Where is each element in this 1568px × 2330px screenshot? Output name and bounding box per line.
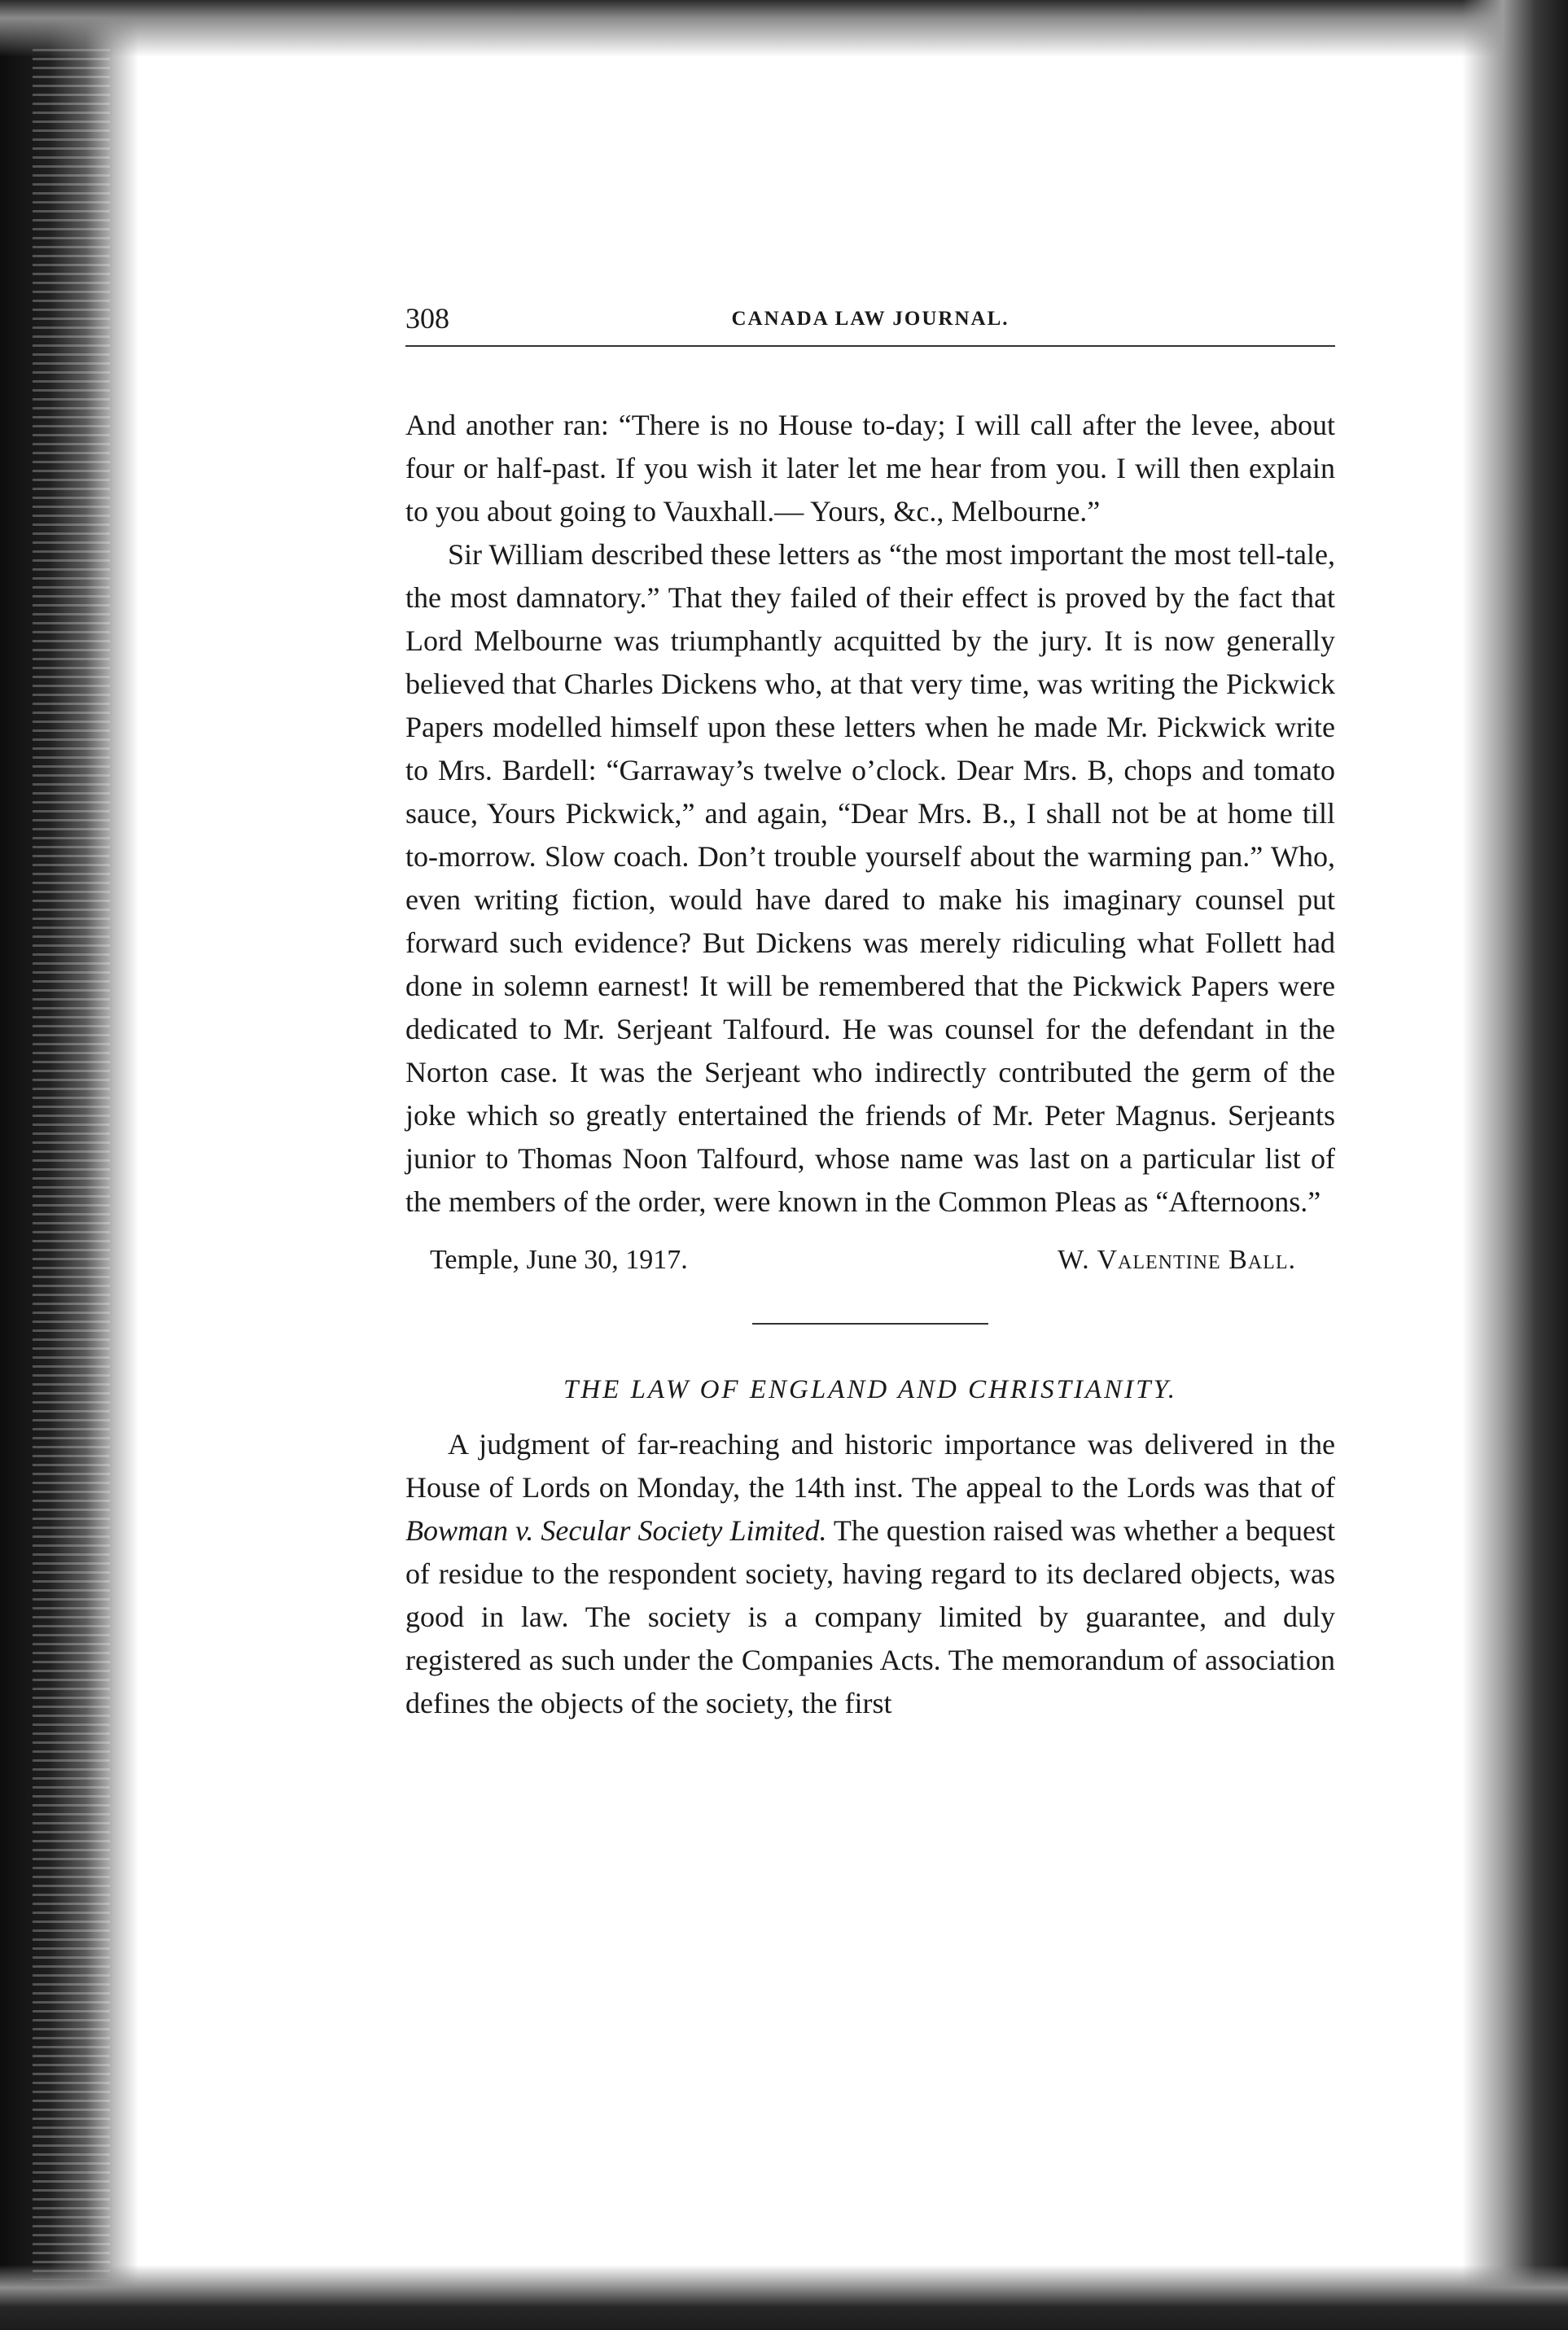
article-title: THE LAW OF ENGLAND AND CHRISTIANITY.	[563, 1375, 1178, 1404]
page-number: 308	[405, 302, 449, 335]
paragraph-commentary: Sir William described these letters as “the most important the most tell-tale, the most damnatory.” That they failed of their effect is proved by the fact that Lord Melbourne was triumphantly acquitted by the jury. It is now generally believed that Charles Dickens who, at that very time, was writing the Pickwick Papers modelled himself upon these letters when he made Mr. Pickwick write to Mrs. Bardell: “Garraway’s twelve o’clock. Dear Mrs. B, chops and tomato sauce, Yours Pickwick,” and again, “Dear Mrs. B., I shall not be at home till to-morrow. Slow coach. Don’t trouble yourself about the warming pan.” Who, even writing fiction, would have dared to make his imaginary counsel put forward such evidence? But Dickens was merely ridiculing what Follett had done in solemn earnest! It will be remembered that the Pickwick Papers were dedicated to Mr. Serjeant Talfourd. He was counsel for the defendant in the Norton case. It was the Serjeant who indirectly contributed the germ of the joke which so greatly entertained the friends of Mr. Peter Magnus. Serjeants junior to Thomas Noon Talfourd, whose name was last on a particular list of the members of the order, were known in the Common Pleas as “Afternoons.”	[405, 538, 1335, 1218]
paragraph-article-opening	[405, 1423, 1335, 1725]
scan-border-bottom	[0, 2265, 1568, 2330]
case-name: Bowman v. Secular Society Limited.	[405, 1514, 827, 1547]
paragraph-letter-quote: And another ran: “There is no House to-day; I will call after the levee, about four or half-past. If you wish it later let me hear from you. I will then explain to you about going to Vauxhall.— Yours, &c., Melbourne.”	[405, 409, 1335, 528]
scan-border-right	[1462, 0, 1568, 2330]
section-divider	[752, 1323, 988, 1325]
signature-place-date: Temple, June 30, 1917.	[430, 1245, 688, 1275]
letter-continuation	[405, 404, 1335, 1224]
signature-line	[405, 1245, 1335, 1290]
article-text-before-case: A judgment of far-reaching and historic importance was delivered in the House of Lords on Monday, the 14th inst. The appeal to the Lords was that of	[405, 1428, 1335, 1504]
signature-author: W. Valentine Ball.	[1058, 1245, 1296, 1275]
article-text-after-case: The question raised was whether a bequest of residue to the respondent society, having regard to its declared objects, was good in law. The society is a company limited by guarantee, and duly registered as such under the Companies Acts. The memorandum of association defines the objects of the society, the first	[405, 1514, 1335, 1719]
book-page	[405, 300, 1335, 1725]
running-header	[405, 300, 1335, 347]
journal-title: CANADA LAW JOURNAL.	[731, 308, 1010, 330]
article-body	[405, 1423, 1335, 1725]
binding-texture	[33, 49, 110, 2280]
scan-border-top	[0, 0, 1568, 57]
